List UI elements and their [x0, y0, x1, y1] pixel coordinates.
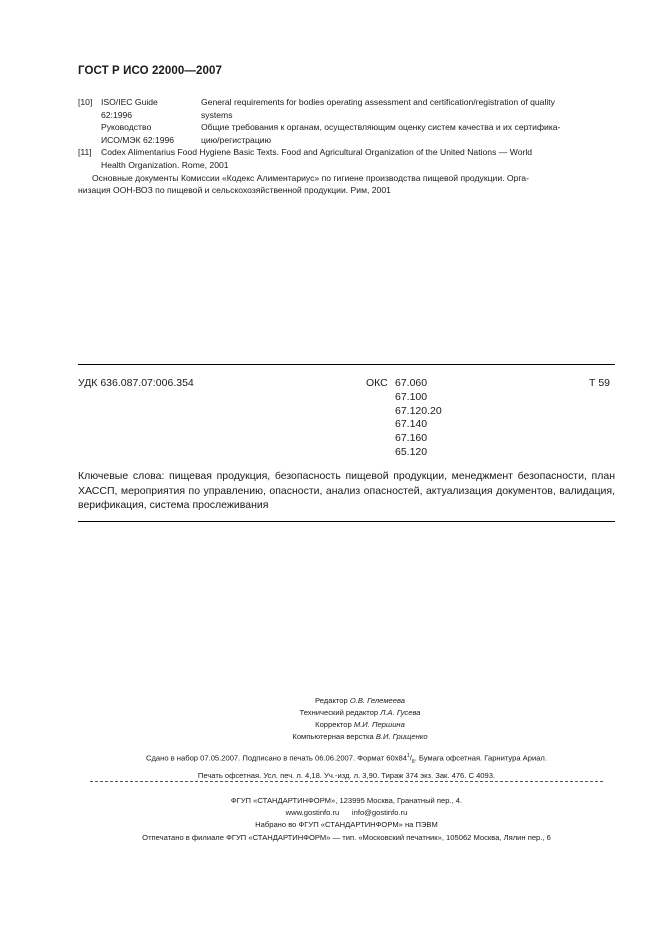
reference-code: 62:1996	[101, 109, 133, 120]
oks-code: 67.120.20	[395, 404, 442, 417]
credit-role: Компьютерная верстка	[292, 732, 374, 741]
oks-code: 65.120	[395, 445, 428, 458]
reference-number: [11]	[78, 147, 92, 158]
printed-info: Отпечатано в филиале ФГУП «СТАНДАРТИНФОРМ» — тип. «Московский печатник», 105062 Москва, Лялин пер., 6	[142, 832, 551, 842]
imprint-text: . Бумага офсетная. Гарнитура Ариал.	[414, 753, 547, 763]
oks-label: ОКС	[366, 377, 388, 389]
format-numerator: 1	[407, 753, 410, 759]
imprint-text: Сдано в набор 07.05.2007. Подписано в печать 06.06.2007. Формат 60x84	[146, 753, 407, 763]
reference-10-ru-line-2	[78, 134, 615, 147]
reference-code: ИСО/МЭК 62:1996	[101, 134, 175, 145]
reference-11-ru-para-1: Основные документы Комиссии «Кодекс Алиментариус» по гигиене производства пищевой продукции. Орга-	[92, 172, 529, 183]
credit-role: Технический редактор	[299, 708, 379, 717]
reference-11-ru-para-2: низация ООН-ВОЗ по пищевой и сельскохозяйственной продукции. Рим, 2001	[78, 185, 391, 196]
page-header: ГОСТ Р ИСО 22000—2007	[78, 65, 223, 77]
oks-code: 67.060	[395, 377, 428, 389]
credit-line	[200, 695, 520, 707]
credit-line	[200, 719, 520, 731]
credit-name: О.В. Гелемеева	[349, 696, 405, 705]
credits	[200, 695, 520, 743]
publisher-info	[78, 795, 615, 844]
keywords: Ключевые слова: пищевая продукция, безопасность пищевой продукции, менеджмент безопасности, план ХАССП, мероприятия по управлению, опасности, анализ опасностей, актуализация документов, валидация, верификация, система прослеживания	[78, 470, 615, 512]
reference-code: ISO/IEC Guide	[101, 97, 158, 107]
reference-10-ru-line-1	[78, 121, 615, 134]
oks-code: 67.140	[395, 418, 428, 431]
imprint	[78, 750, 615, 782]
t-code: Т 59	[589, 377, 611, 389]
oks-codes	[395, 377, 442, 460]
dashed-divider	[90, 781, 603, 782]
reference-11-line-1	[78, 146, 615, 159]
imprint-line-2: Печать офсетная. Усл. печ. л. 4,18. Уч.-изд. л. 3,90. Тираж 374 экз. Зак. 476. С 4093.	[197, 771, 496, 781]
oks-block	[366, 377, 442, 460]
reference-description: General requirements for bodies operating assessment and certification/registration of quality	[201, 97, 555, 107]
reference-number: [10]	[78, 97, 93, 107]
credit-name: В.И. Грищенко	[375, 732, 428, 741]
publisher-site: www.gostinfo.ru	[285, 808, 340, 818]
divider-top	[78, 364, 615, 365]
reference-text: Health Organization. Rome, 2001	[101, 159, 229, 170]
typeset-info: Набрано во ФГУП «СТАНДАРТИНФОРМ» на ПЭВМ	[255, 820, 438, 830]
credit-name: М.И. Першина	[353, 720, 405, 729]
reference-10-en-line-1	[78, 96, 615, 109]
reference-description: Общие требования к органам, осуществляющим оценку систем качества и их сертифика-	[201, 122, 561, 133]
format-denominator: 8	[411, 759, 415, 766]
udk-code: УДК 636.087.07:006.354	[78, 377, 194, 389]
credit-name: Л.А. Гусева	[380, 708, 421, 717]
publisher-address: ФГУП «СТАНДАРТИНФОРМ», 123995 Москва, Гранатный пер., 4.	[230, 796, 463, 805]
divider-bottom	[78, 521, 615, 522]
reference-description: цию/регистрацию	[201, 134, 272, 145]
publisher-contacts	[78, 807, 615, 819]
publisher-email: info@gostinfo.ru	[351, 808, 408, 818]
reference-code: Руководство	[101, 122, 152, 133]
bibliography	[78, 96, 615, 197]
credit-role: Корректор	[315, 720, 352, 729]
oks-code: 67.160	[395, 432, 428, 445]
reference-11-line-2	[78, 159, 615, 172]
credit-line	[200, 707, 520, 719]
imprint-line-1: Сдано в набор 07.05.2007. Подписано в печать 06.06.2007. Формат $60x84^1/_8$. Бумага офсетная. Гарнитура Ариал.	[146, 753, 547, 766]
reference-text: Codex Alimentarius Food Hygiene Basic Texts. Food and Agricultural Organization of the United Nations — World	[101, 147, 533, 158]
credit-line	[200, 731, 520, 743]
oks-code: 67.100	[395, 390, 428, 403]
reference-description: systems	[201, 109, 233, 120]
reference-10-en-line-2	[78, 109, 615, 122]
credit-role: Редактор	[315, 696, 348, 705]
